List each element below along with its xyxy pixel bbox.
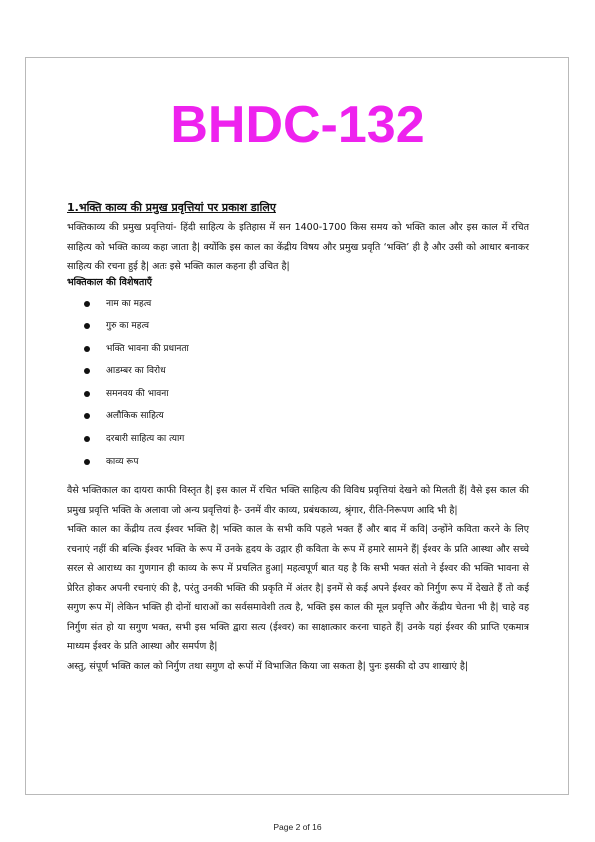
bullet-icon (84, 459, 90, 465)
bullet-icon (84, 323, 90, 329)
bullet-icon (84, 391, 90, 397)
features-list (67, 293, 529, 474)
list-item-text: नाम का महत्व (106, 298, 152, 309)
intro-paragraph: भक्तिकाव्य की प्रमुख प्रवृत्तियां- हिंदी साहित्य के इतिहास में सन 1400-1700 किस समय को भक्ति काल और इस काल में रचित साहित्य को भक्ति काव्य कहा जाता है| क्योंकि इस काल का केंद्रीय विषय और प्रमुख प्रवृति ‘भक्ति’ ही है और उसी को आधार बनाकर साहित्य की रचना हुई है| अतः इसे भक्ति काल कहना ही उचित है| (67, 222, 529, 272)
list-item (84, 360, 529, 383)
paragraph-division: अस्तु, संपूर्ण भक्ति काल को निर्गुण तथा सगुण दो रूपों में विभाजित किया जा सकता है| पुनः इसकी दो उप शाखाएं है| (67, 660, 469, 672)
list-item (84, 428, 529, 451)
paragraph-scope: वैसे भक्तिकाल का दायरा काफी विस्तृत है| इस काल में रचित भक्ति साहित्य की विविध प्रवृत्तियां देखने को मिलती हैं| वैसे इस काल की प्रमुख प्रवृत्ति भक्ति के अलावा जो अन्य प्रवृत्तियां है- उनमें वीर काव्य, प्रबंधकाव्य, श्रृंगार, रीति-निरूपण आदि भी है| (67, 485, 529, 516)
list-item-text: काव्य रूप (106, 456, 139, 467)
list-item (84, 451, 529, 474)
bullet-icon (84, 301, 90, 307)
bullet-icon (84, 436, 90, 442)
list-item (84, 338, 529, 361)
features-heading: भक्तिकाल की विशेषताएँ (67, 276, 153, 288)
paragraph-central-element: भक्ति काल का केंद्रीय तत्व ईश्वर भक्ति है| भक्ति काल के सभी कवि पहले भक्त हैं और बाद में कवि| उन्होंने कविता करने के लिए रचनाएं नहीं की बल्कि ईश्वर भक्ति के रूप में उनके हृदय के उद्गार ही कविता के रूप में हमारे सामने हैं| ईश्वर के प्रति आस्था और सच्चे सरल से आराध्य का गुणगान ही काव्य के रूप में प्रचलित हुआ| महत्वपूर्ण बात यह है कि सभी भक्त संतो ने ईश्वर की भक्ति भावना से प्रेरित होकर अपनी रचनाएं की है, परंतु उनकी भक्ति की प्रकृति में अंतर है| इनमें से कई अपने ईश्वर को निर्गुण रूप में देखते हैं तो कई सगुण रूप में| लेकिन भक्ति ही दोनों धाराओं का सर्वसमावेशी तत्व है, भक्ति इस काल की मूल प्रवृत्ति और केंद्रीय चेतना भी है| चाहे वह निर्गुण संत हो या सगुण भक्त, सभी इस भक्ति द्वारा सत्य (ईश्वर) का साक्षात्कार करना चाहते हैं| उनके यहां ईश्वर की प्राप्ति एकमात्र माध्यम ईश्वर के प्रति आस्था और समर्पण है| (67, 524, 529, 653)
document-code: BHDC-132 (170, 96, 425, 154)
list-item (84, 293, 529, 316)
list-item (84, 383, 529, 406)
list-item-text: समनवय की भावना (106, 388, 169, 399)
list-item-text: गुरु का महत्व (106, 321, 149, 332)
bullet-icon (84, 413, 90, 419)
list-item-text: अलौकिक साहित्य (106, 411, 164, 422)
bullet-icon (84, 346, 90, 352)
document-body (67, 200, 529, 676)
page-number-footer: Page 2 of 16 (273, 822, 322, 832)
list-item (84, 405, 529, 428)
question-title: 1.भक्ति काव्य की प्रमुख प्रवृत्तियां पर प्रकाश डालिए (67, 201, 276, 214)
list-item-text: दरबारी साहित्य का त्याग (106, 434, 185, 445)
list-item-text: आडम्बर का विरोध (106, 366, 166, 377)
list-item (84, 315, 529, 338)
bullet-icon (84, 368, 90, 374)
list-item-text: भक्ति भावना की प्रधानता (106, 343, 189, 354)
